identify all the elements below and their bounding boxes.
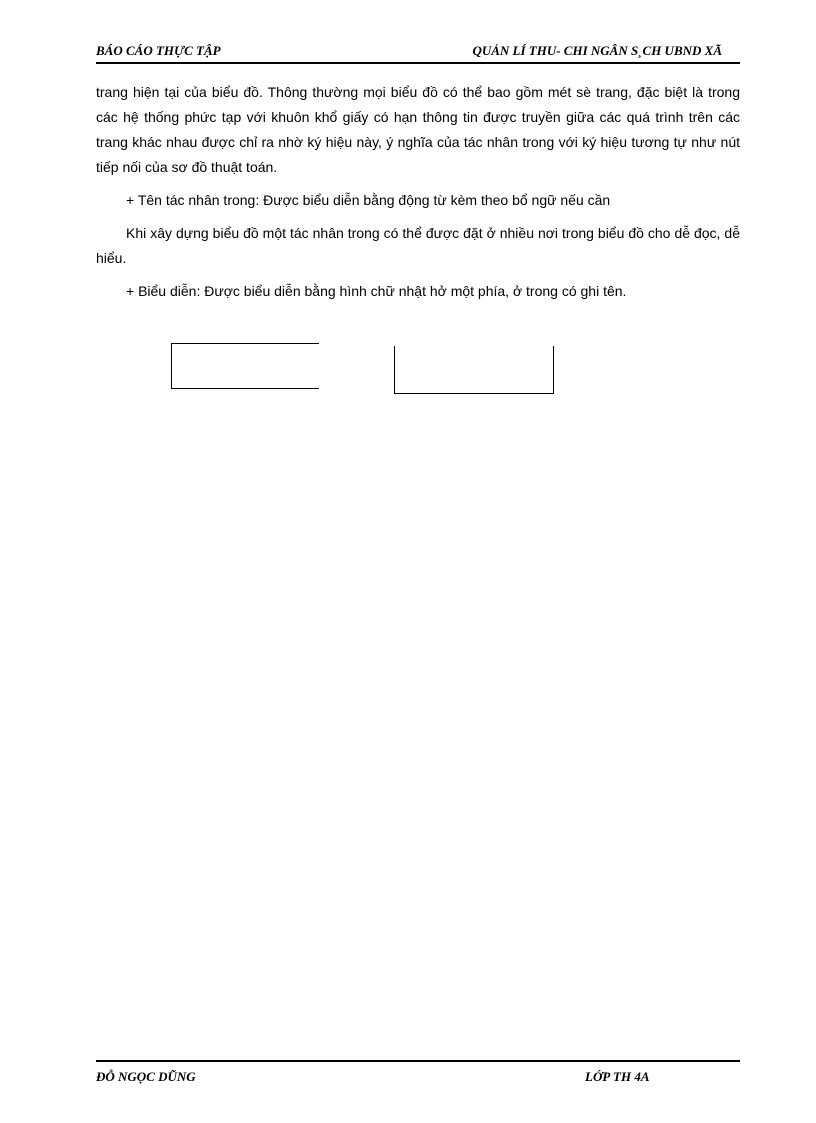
footer-author-name: ĐỖ NGỌC DŨNG bbox=[96, 1069, 196, 1084]
page-footer bbox=[96, 1060, 740, 1088]
paragraph-intro: trang hiện tại của biểu đồ. Thông thường mọi biểu đồ có thể bao gồm mét sè trang, đặc biệt là trong các hệ thống phức tạp với khuôn khổ giấy có hạn thông tin được truyền giữa các quá trình trên các trang khác nhau được chỉ ra nhờ ký hiệu này, ý nghĩa của tác nhân trong với ký hiệu tương tự như nút tiếp nối của sơ đồ thuật toán. bbox=[96, 84, 740, 175]
header-subject-title: QUẢN LÍ THU- CHI NGÂN S¸CH UBND XÃ bbox=[472, 43, 722, 58]
footer-class-name: LỚP TH 4A bbox=[585, 1069, 650, 1084]
paragraph-actor-name: + Tên tác nhân trong: Được biểu diễn bằng động từ kèm theo bổ ngữ nếu cần bbox=[126, 192, 611, 208]
open-right-rectangle-symbol bbox=[171, 343, 319, 389]
open-top-rectangle-symbol bbox=[394, 346, 554, 394]
header-report-title: BÁO CÁO THỰC TẬP bbox=[96, 43, 221, 58]
paragraph-diagram-placement: Khi xây dựng biểu đồ một tác nhân trong có thể được đặt ở nhiều nơi trong biểu đồ cho dễ đọc, dễ hiểu. bbox=[96, 225, 740, 266]
paragraph-representation: + Biểu diễn: Được biểu diễn bằng hình chữ nhật hở một phía, ở trong có ghi tên. bbox=[126, 283, 627, 299]
document-body bbox=[96, 80, 740, 304]
page-header bbox=[96, 40, 740, 64]
